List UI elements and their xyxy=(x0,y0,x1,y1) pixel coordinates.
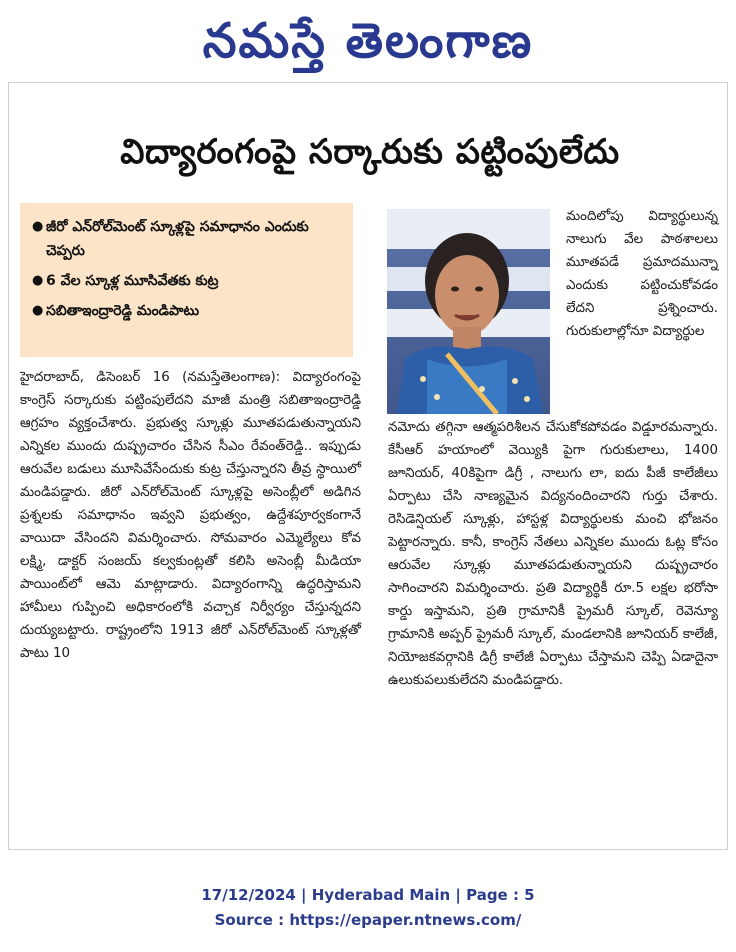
highlight-text: 6 వేల స్కూళ్ల మూసివేతకు కుట్ర xyxy=(46,273,219,289)
highlight-text: సబితాఇంద్రారెడ్డి మండిపాటు xyxy=(46,303,200,319)
footer-source: Source : https://epaper.ntnews.com/ xyxy=(214,911,522,929)
highlight-item xyxy=(32,215,343,263)
bullet-icon: ● xyxy=(32,303,44,318)
highlights-box xyxy=(20,203,353,357)
bullet-icon: ● xyxy=(32,273,44,288)
portrait-image xyxy=(387,209,550,414)
article-body-right-top: మందిలోపు విద్యార్థులున్న నాలుగు వేల పాఠశాలలు మూతపడే ప్రమాదమున్నా ఎందుకు పట్టించుకోవడం లేదని ప్రశ్నించారు. గురుకులాల్లోనూ విద్యార్థుల xyxy=(566,209,718,339)
speaker-photo xyxy=(387,209,550,414)
bullet-icon: ● xyxy=(32,219,44,234)
article-body-right: నమోదు తగ్గినా ఆత్మపరిశీలన చేసుకోకపోవడం విడ్డూరమన్నారు. కేసీఆర్ హయాంలో వెయ్యికి పైగా గురుకులాలు, 1400 జూనియర్, 40కిపైగా డిగ్రీ , నాలుగు లా, ఐదు పీజీ కాలేజీలు ఏర్పాటు చేసి నాణ్యమైన విద్యనందించారని గుర్తు చేశారు. రెసిడెన్షియల్ స్కూళ్లు, హాస్టళ్ల విద్యార్థులకు మంచి భోజనం పెట్టారన్నారు. కానీ, కాంగ్రెస్ నేతలు ఎన్నికల ముందు ఓట్ల కోసం ఆరువేల స్కూళ్లు మూతపడుతున్నాయని దుష్ప్రచారం సాగించారని విమర్శించారు. ప్రతి విద్యార్థికీ రూ.5 లక్షల భరోసా కార్డు ఇస్తామని, ప్రతి గ్రామానికీ ప్రైమరీ స్కూల్, రెవెన్యూ గ్రామానికి అప్పర్ ప్రైమరీ స్కూల్, మండలానికి జూనియర్ కాలేజీ, నియోజకవర్గానికి డిగ్రీ కాలేజీ ఏర్పాటు చేస్తామని చెప్పి ఏడాదైనా ఉలుకుపలుకులేదని మండిపడ్డారు. xyxy=(388,420,718,688)
newspaper-masthead: నమస్తే తెలంగాణ xyxy=(202,13,534,69)
highlight-text: జీరో ఎన్‌రోల్‌మెంట్ స్కూళ్లపై సమాధానం ఎందుకు చెప్పరు xyxy=(46,219,309,259)
article-body-left: హైదరాబాద్, డిసెంబర్ 16 (నమస్తేతెలంగాణ): విద్యారంగంపై కాంగ్రెస్ సర్కారుకు పట్టింపులేదని మాజీ మంత్రి సబితాఇంద్రారెడ్డి ఆగ్రహం వ్యక్తంచేశారు. ప్రభుత్వ స్కూళ్లు మూతపడుతున్నాయని ఎన్నికల ముందు దుష్ప్రచారం చేసిన సీఎం రేవంత్‌రెడ్డి.. ఇప్పుడు ఆరువేల బడులు మూసివేసేందుకు కుట్ర చేస్తున్నారని తీవ్ర స్థాయిలో మండిపడ్డారు. జీరో ఎన్‌రోల్‌మెంట్ స్కూళ్లపై అసెంబ్లీలో అడిగిన ప్రశ్నలకు సమాధానం ఇవ్వని ప్రభుత్వం, ఉద్దేశపూర్వకంగానే వాయిదా వేసిందని విమర్శించారు. సోమవారం ఎమ్మెల్యేలు కోవ లక్ష్మి, డాక్టర్ సంజయ్ కల్వకుంట్లతో కలిసి అసెంబ్లీ మీడియా పాయింట్‌లో ఆమె మాట్లాడారు. విద్యారంగాన్ని ఉద్ధరిస్తామని హామీలు గుప్పించి అధికారంలోకి వచ్చాక నిర్వీర్యం చేస్తున్నదని దుయ్యబట్టారు. రాష్ట్రంలోని 1913 జీరో ఎన్‌రోల్‌మెంట్ స్కూళ్లతో పాటు 10 xyxy=(20,370,361,661)
article-headline: విద్యారంగంపై సర్కారుకు పట్టింపులేదు xyxy=(120,132,620,172)
footer-date-edition: 17/12/2024 | Hyderabad Main | Page : 5 xyxy=(201,886,535,904)
highlight-item xyxy=(32,269,343,293)
highlight-item xyxy=(32,299,343,323)
